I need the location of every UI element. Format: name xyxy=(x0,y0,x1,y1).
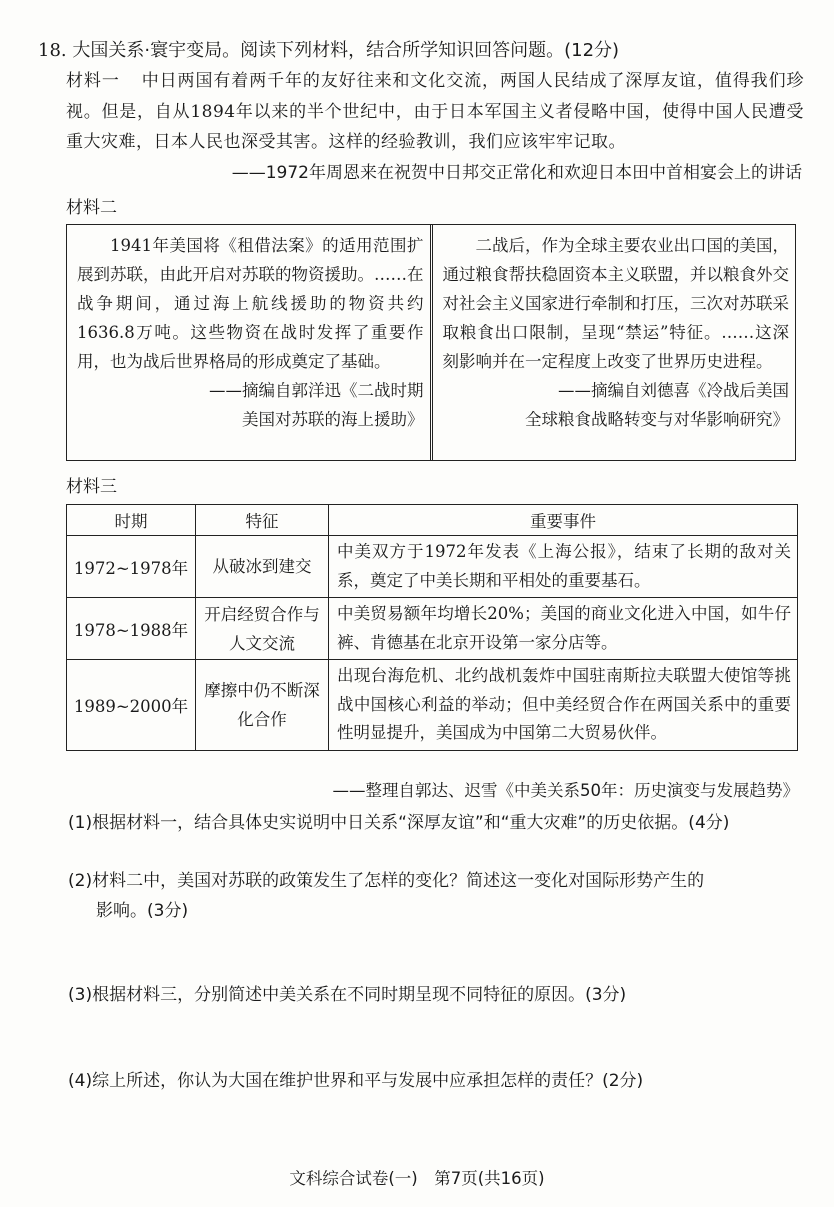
row-event: 出现台海危机、北约战机轰炸中国驻南斯拉夫联盟大使馆等挑战中国核心利益的举动；但中美经贸合作在两国关系中的重要性明显提升，美国成为中国第二大贸易伙伴。 xyxy=(329,660,798,751)
sub-question-2-text-cont: 影响。(3分) xyxy=(96,901,189,921)
material-1-label: 材料一 xyxy=(66,71,120,91)
material-2-right-text: 二战后，作为全球主要农业出口国的美国，通过粮食帮扶稳固资本主义联盟，并以粮食外交对社会主义国家进行牵制和打压，三次对苏联采取粮食出口限制，呈现“禁运”特征。……这深刻影响并在一定程度上改变了世界历史进程。 xyxy=(442,236,789,371)
sub-question-1 xyxy=(68,808,802,838)
material-1-text: 中日两国有着两千年的友好往来和文化交流，两国人民结成了深厚友谊，值得我们珍视。但是，自从1894年以来的半个世纪中，由于日本军国主义者侵略中国，使得中国人民遭受重大灾难，日本人民也深受其害。这样的经验教训，我们应该牢牢记取。 xyxy=(66,71,805,152)
material-3-label: 材料三 xyxy=(66,477,117,497)
material-2-left-text: 1941年美国将《租借法案》的适用范围扩展到苏联，由此开启对苏联的物资援助。……在战争期间，通过海上航线援助的物资共约1636.8万吨。这些物资在战时发挥了重要作用，也为战后世界格局的形成奠定了基础。 xyxy=(77,236,424,371)
sub-question-4-text: (4)综上所述，你认为大国在维护世界和平与发展中应承担怎样的责任？(2分) xyxy=(68,1071,644,1091)
sub-question-2-text: (2)材料二中，美国对苏联的政策发生了怎样的变化？简述这一变化对国际形势产生的 xyxy=(68,871,705,891)
row-feature: 从破冰到建交 xyxy=(196,536,329,598)
material-1 xyxy=(66,66,804,158)
table-row xyxy=(67,536,798,598)
material-2-left-source-1: ——摘编自郭洋迅《二战时期 xyxy=(209,381,424,400)
page-footer: 文科综合试卷(一) 第7页(共16页) xyxy=(289,1169,545,1188)
material-2-right-source-1: ——摘编自刘德喜《冷战后美国 xyxy=(558,381,789,400)
sub-question-3 xyxy=(68,980,802,1010)
header-event: 重要事件 xyxy=(329,505,798,536)
material-2-right-source-2: 全球粮食战略转变与对华影响研究》 xyxy=(525,410,789,429)
question-number: 18. xyxy=(38,40,67,61)
sub-question-4 xyxy=(68,1066,802,1096)
row-feature: 开启经贸合作与人文交流 xyxy=(196,598,329,660)
material-2-box xyxy=(66,224,796,461)
table-row xyxy=(67,660,798,751)
row-period: 1989~2000年 xyxy=(67,660,196,751)
row-event: 中美贸易额年均增长20%；美国的商业文化进入中国，如牛仔裤、肯德基在北京开设第一家分店等。 xyxy=(329,598,798,660)
header-feature: 特征 xyxy=(196,505,329,536)
material-2-right-cell xyxy=(430,225,796,460)
material-2-label: 材料二 xyxy=(66,198,117,218)
header-period: 时期 xyxy=(67,505,196,536)
row-feature: 摩擦中仍不断深化合作 xyxy=(196,660,329,751)
material-1-source: ——1972年周恩来在祝贺中日邦交正常化和欢迎日本田中首相宴会上的讲话 xyxy=(231,163,802,183)
material-2-left-source-2: 美国对苏联的海上援助》 xyxy=(242,410,424,429)
table-row xyxy=(67,598,798,660)
material-2-left-cell xyxy=(67,225,430,460)
table-header-row xyxy=(67,505,798,536)
row-period: 1972~1978年 xyxy=(67,536,196,598)
row-event: 中美双方于1972年发表《上海公报》，结束了长期的敌对关系，奠定了中美长期和平相处的重要基石。 xyxy=(329,536,798,598)
sub-question-3-text: (3)根据材料三，分别简述中美关系在不同时期呈现不同特征的原因。(3分) xyxy=(68,985,627,1005)
material-3-source: ——整理自郭达、迟雪《中美关系50年：历史演变与发展趋势》 xyxy=(332,781,799,800)
question-title: 大国关系·寰宇变局。阅读下列材料，结合所学知识回答问题。(12分) xyxy=(72,40,620,61)
material-3-table xyxy=(66,504,798,751)
sub-question-2 xyxy=(68,866,802,926)
question-header xyxy=(38,36,619,62)
row-period: 1978~1988年 xyxy=(67,598,196,660)
sub-question-1-text: (1)根据材料一，结合具体史实说明中日关系“深厚友谊”和“重大灾难”的历史依据。(4分) xyxy=(68,813,730,833)
